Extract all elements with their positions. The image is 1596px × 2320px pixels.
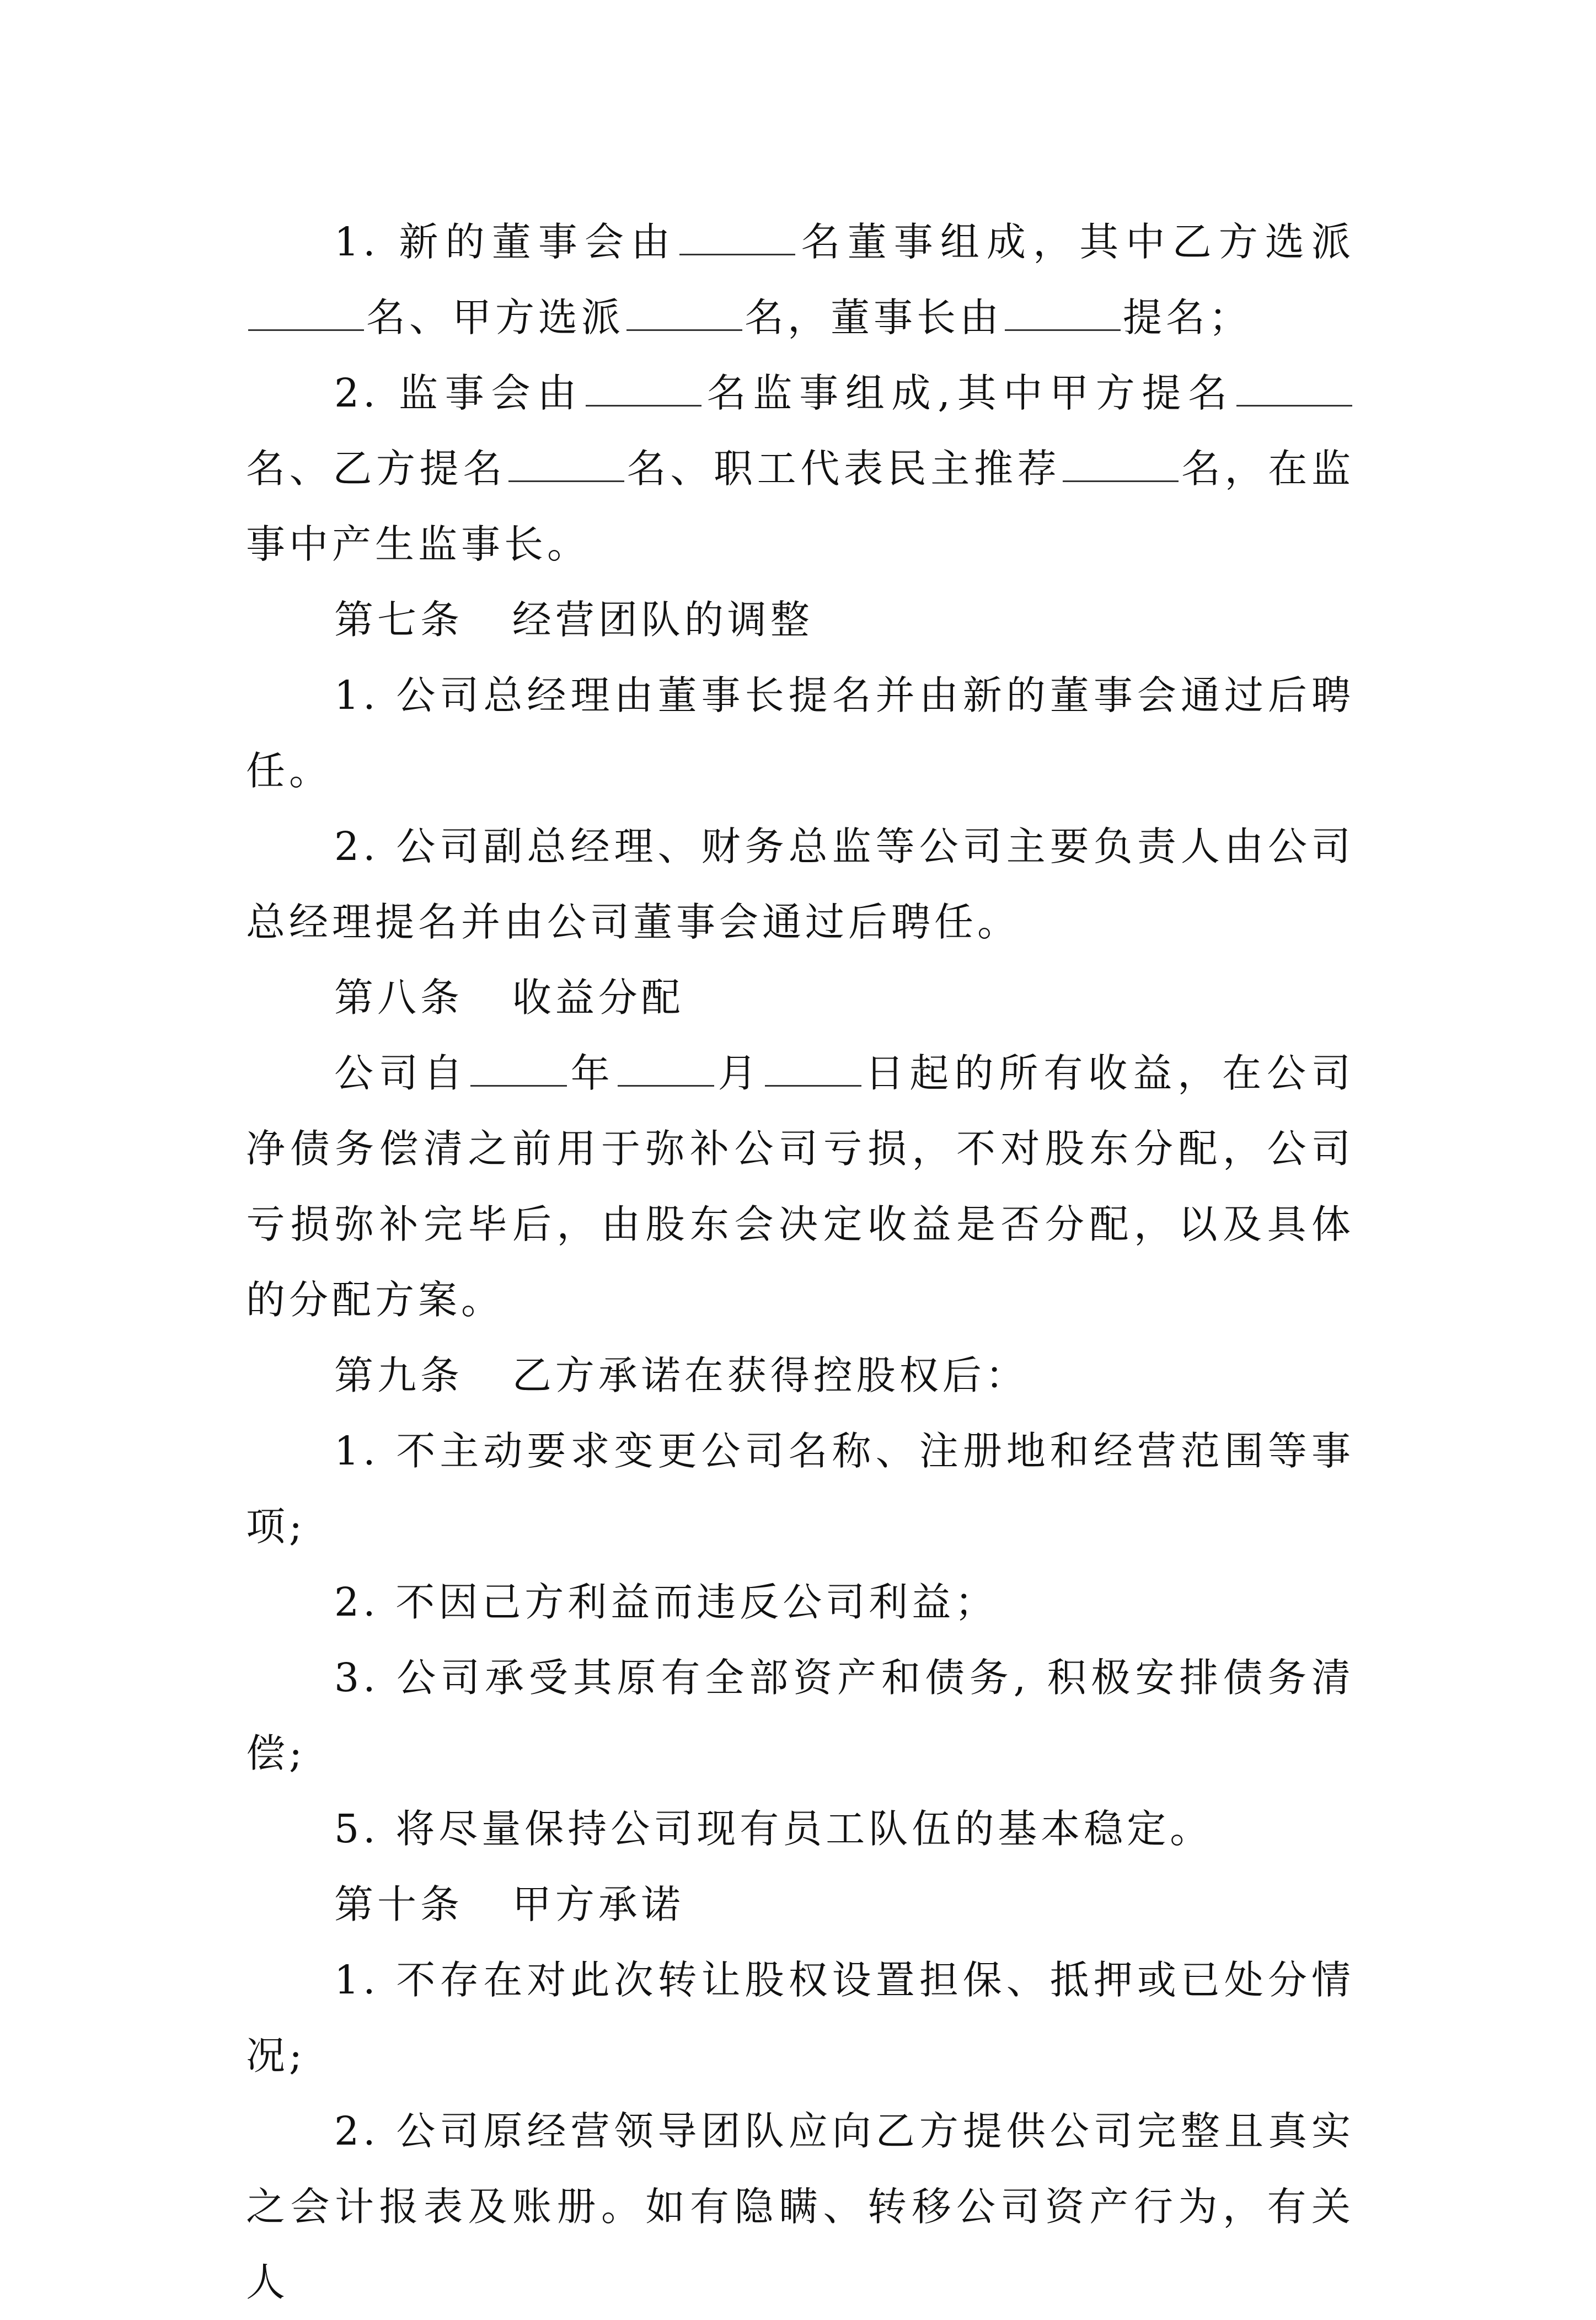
text-fragment: 公司自 (334, 1050, 468, 1096)
month-blank (618, 1052, 714, 1087)
text-fragment: 年 (569, 1050, 615, 1096)
clause6-item1 (246, 204, 1354, 355)
clause10-item1: 1. 不存在对此次转让股权设置担保、抵押或已处分情况; (246, 1957, 1354, 2078)
fill-blank (508, 447, 624, 482)
clause8-text (246, 1035, 1354, 1338)
clause9-item2: 2. 不因己方利益而违反公司利益； (334, 1579, 998, 1625)
text-fragment: 提名； (1123, 295, 1252, 340)
fill-blank (679, 221, 795, 255)
text-fragment: 名监事组成,其中甲方提名 (703, 370, 1234, 416)
text-fragment: 日起的所有收益，在公司净债务偿清之前用于弥补公司亏损，不对股东分配，公司亏损弥补完毕后，由股东会决定收益是否分配，以及具体的分配方案。 (246, 1050, 1354, 1323)
clause10-heading: 第十条 甲方承诺 (334, 1881, 684, 1927)
text-fragment: 名，在监事中产生监事长。 (246, 446, 1354, 567)
document-body (246, 204, 1354, 2320)
text-fragment: 名董事组成，其中乙方选派 (797, 219, 1354, 265)
clause9-item1: 1. 不主动要求变更公司名称、注册地和经营范围等事项; (246, 1428, 1354, 1549)
year-blank (470, 1052, 567, 1087)
clause7-item2: 2. 公司副总经理、财务总监等公司主要负责人由公司总经理提名并由公司董事会通过后聘任。 (246, 824, 1354, 945)
fill-blank (626, 296, 742, 331)
text-fragment: 月 (716, 1050, 763, 1096)
fill-blank (1236, 372, 1352, 407)
text-fragment: 2. 监事会由 (334, 370, 583, 416)
fill-blank (1063, 447, 1179, 482)
clause6-item2 (246, 355, 1354, 582)
fill-blank (1005, 296, 1121, 331)
clause7-item1: 1. 公司总经理由董事长提名并由新的董事会通过后聘任。 (246, 672, 1354, 794)
fill-blank (248, 296, 364, 331)
text-fragment: 1. 新的董事会由 (334, 219, 678, 265)
fill-blank (586, 372, 701, 407)
text-fragment: 名、甲方选派 (366, 295, 625, 340)
text-fragment: 名，董事长由 (745, 295, 1003, 340)
clause8-heading: 第八条 收益分配 (334, 975, 684, 1020)
clause9-item3: 3. 公司承受其原有全部资产和债务, 积极安排债务清偿; (246, 1655, 1354, 1776)
text-fragment: 名、乙方提名 (246, 446, 506, 491)
clause9-heading: 第九条 乙方承诺在获得控股权后： (334, 1353, 1029, 1398)
clause10-item2: 2. 公司原经营领导团队应向乙方提供公司完整且真实之会计报表及账册。如有隐瞒、转移公司资产行为，有关人 (246, 2108, 1354, 2305)
day-blank (765, 1052, 861, 1087)
clause7-heading: 第七条 经营团队的调整 (334, 597, 813, 643)
clause9-item5: 5. 将尽量保持公司现有员工队伍的基本稳定。 (334, 1806, 1213, 1852)
text-fragment: 名、职工代表民主推荐 (626, 446, 1061, 491)
